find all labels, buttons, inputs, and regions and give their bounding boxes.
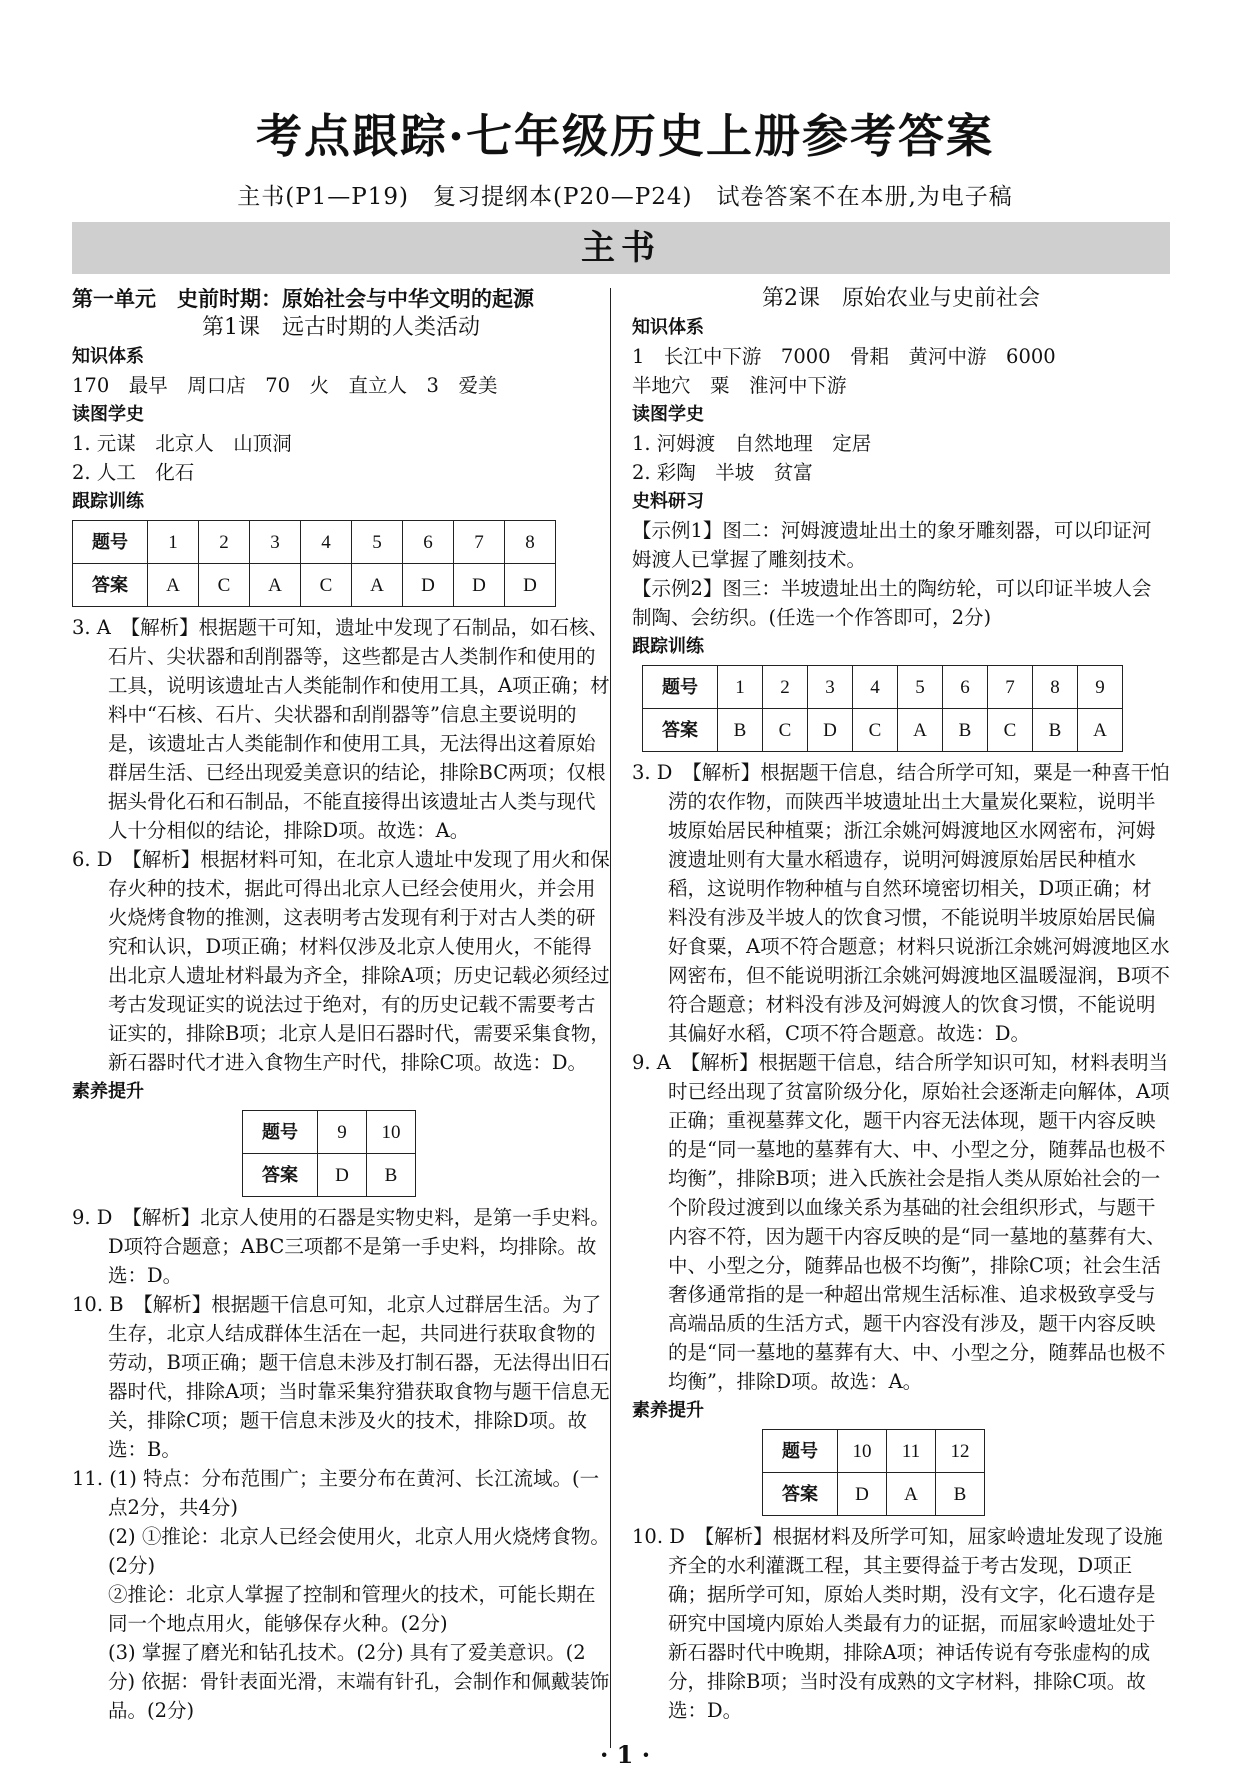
genzong-heading: 跟踪训练 — [632, 636, 704, 657]
example-answer: 【示例1】图二：河姆渡遗址出土的象牙雕刻器，可以印证河姆渡人已掌握了雕刻技术。 — [632, 519, 1152, 571]
table-cell: 7 — [454, 521, 505, 564]
answer-explanation: 9. D 【解析】北京人使用的石器是实物史料，是第一手史料。D项符合题意；ABC三项都不是第一手史料，均排除。故选：D。 — [72, 1206, 610, 1287]
table-cell: A — [1078, 709, 1123, 752]
table-cell: 7 — [988, 666, 1033, 709]
table-cell: D — [403, 564, 454, 607]
table-answer-label: 答案 — [73, 564, 148, 607]
dutu-item: 1. 河姆渡 自然地理 定居 — [632, 432, 872, 455]
left-column — [72, 284, 610, 1725]
page-subtitle: 主书(P1—P19) 复习提纲本(P20—P24) 试卷答案不在本册,为电子稿 — [237, 184, 1013, 210]
table-answer-label: 答案 — [243, 1154, 318, 1197]
table-cell: 6 — [943, 666, 988, 709]
table-cell: 3 — [808, 666, 853, 709]
table-cell: B — [367, 1154, 416, 1197]
table-cell: 8 — [505, 521, 556, 564]
shiliao-heading: 史料研习 — [632, 491, 704, 512]
table-cell: A — [148, 564, 199, 607]
zhishi-text: 半地穴 粟 淮河中下游 — [632, 374, 847, 397]
table-header-label: 题号 — [763, 1430, 838, 1473]
answer-explanation: (3) 掌握了磨光和钻孔技术。(2分) 具有了爱美意识。(2分) 依据：骨针表面光滑，末端有针孔，会制作和佩戴装饰品。(2分) — [108, 1641, 610, 1722]
answer-table — [642, 665, 1123, 752]
dutu-heading: 读图学史 — [632, 404, 704, 425]
table-cell: 9 — [1078, 666, 1123, 709]
column-divider — [610, 288, 611, 1748]
table-cell: C — [763, 709, 808, 752]
table-cell: A — [250, 564, 301, 607]
table-cell: 11 — [887, 1430, 936, 1473]
table-cell: A — [352, 564, 403, 607]
table-cell: B — [718, 709, 763, 752]
genzong-heading: 跟踪训练 — [72, 491, 144, 512]
table-cell: D — [808, 709, 853, 752]
table-cell: 2 — [199, 521, 250, 564]
answer-table — [762, 1429, 985, 1516]
table-cell: 8 — [1033, 666, 1078, 709]
table-cell: D — [318, 1154, 367, 1197]
table-header-label: 题号 — [73, 521, 148, 564]
table-cell: B — [943, 709, 988, 752]
table-cell: B — [936, 1473, 985, 1516]
zhishi-text: 170 最早 周口店 70 火 直立人 3 爱美 — [72, 374, 498, 397]
answer-explanation: (2) ①推论：北京人已经会使用火，北京人用火烧烤食物。(2分) — [108, 1525, 610, 1577]
table-answer-label: 答案 — [763, 1473, 838, 1516]
table-cell: D — [454, 564, 505, 607]
table-cell: D — [838, 1473, 887, 1516]
dutu-item: 2. 人工 化石 — [72, 461, 195, 484]
zhishi-heading: 知识体系 — [72, 346, 144, 367]
answer-explanation: 10. B 【解析】根据题干信息可知，北京人过群居生活。为了生存，北京人结成群体生活在一起，共同进行获取食物的劳动，B项正确；题干信息未涉及打制石器，无法得出旧石器时代，排除A项；当时靠采集狩猎获取食物与题干信息无关，排除C项；题干信息未涉及火的技术，排除D项。故选：B。 — [72, 1293, 610, 1461]
table-cell: 3 — [250, 521, 301, 564]
answer-explanation: 11. (1) 特点：分布范围广；主要分布在黄河、长江流域。(一点2分，共4分) — [72, 1467, 600, 1519]
table-cell: 1 — [718, 666, 763, 709]
table-cell: C — [988, 709, 1033, 752]
dutu-item: 2. 彩陶 半坡 贫富 — [632, 461, 813, 484]
table-cell: 4 — [853, 666, 898, 709]
answer-table — [72, 520, 556, 607]
lesson-1-title: 第1课 远古时期的人类活动 — [202, 315, 480, 340]
answer-explanation: 3. D 【解析】根据题干信息，结合所学可知，粟是一种喜干怕涝的农作物，而陕西半坡遗址出土大量炭化粟粒，说明半坡原始居民种植粟；浙江余姚河姆渡地区水网密布，河姆渡遗址则有大量水稻遗存，说明河姆渡原始居民种植水稻，这说明作物种植与自然环境密切相关，D项正确；材料没有涉及半坡人的饮食习惯，不能说明半坡原始居民偏好食粟，A项不符合题意；材料只说浙江余姚河姆渡地区水网密布，但不能说明浙江余姚河姆渡地区温暖湿润，B项不符合题意；材料没有涉及河姆渡人的饮食习惯，不能说明其偏好水稻，C项不符合题意。故选：D。 — [632, 761, 1170, 1045]
page-title: 考点跟踪·七年级历史上册参考答案 — [255, 109, 994, 163]
table-cell: 9 — [318, 1111, 367, 1154]
table-header-label: 题号 — [643, 666, 718, 709]
table-cell: 6 — [403, 521, 454, 564]
table-cell: 4 — [301, 521, 352, 564]
table-cell: C — [301, 564, 352, 607]
table-cell: A — [887, 1473, 936, 1516]
table-cell: 10 — [838, 1430, 887, 1473]
unit-title: 第一单元 史前时期：原始社会与中华文明的起源 — [72, 286, 534, 311]
table-cell: D — [505, 564, 556, 607]
table-cell: C — [199, 564, 250, 607]
dutu-heading: 读图学史 — [72, 404, 144, 425]
section-banner: 主书 — [72, 222, 1170, 274]
table-cell: 5 — [352, 521, 403, 564]
lesson-2-title: 第2课 原始农业与史前社会 — [762, 286, 1040, 311]
example-answer: 【示例2】图三：半坡遗址出土的陶纺轮，可以印证半坡人会制陶、会纺织。(任选一个作答即可，2分) — [632, 577, 1152, 629]
suyang-heading: 素养提升 — [632, 1400, 704, 1421]
answer-explanation: 9. A 【解析】根据题干信息，结合所学知识可知，材料表明当时已经出现了贫富阶级分化，原始社会逐渐走向解体，A项正确；重视墓葬文化，题干内容无法体现，题干内容反映的是“同一墓地的墓葬有大、中、小型之分，随葬品也极不均衡”，排除B项；进入氏族社会是指人类从原始社会的一个阶段过渡到以血缘关系为基础的社会组织形式，与题干内容不符，因为题干内容反映的是“同一墓地的墓葬有大、中、小型之分，随葬品也极不均衡”，排除C项；社会生活奢侈通常指的是一种超出常规生活标准、追求极致享受与高端品质的生活方式，题干内容没有涉及，题干内容反映的是“同一墓地的墓葬有大、中、小型之分，随葬品也极不均衡”，排除D项。故选：A。 — [632, 1051, 1170, 1393]
suyang-heading: 素养提升 — [72, 1081, 144, 1102]
table-cell: 5 — [898, 666, 943, 709]
table-cell: 1 — [148, 521, 199, 564]
right-column — [632, 284, 1170, 1725]
answer-explanation: 6. D 【解析】根据材料可知，在北京人遗址中发现了用火和保存火种的技术，据此可得出北京人已经会使用火，并会用火烧烤食物的推测，这表明考古发现有利于对古人类的研究和认识，D项正确；材料仅涉及北京人使用火，不能得出北京人遗址材料最为齐全，排除A项；历史记载必须经过考古发现证实的说法过于绝对，有的历史记载不需要考古证实的，排除B项；北京人是旧石器时代，需要采集食物，新石器时代才进入食物生产时代，排除C项。故选：D。 — [72, 848, 610, 1074]
answer-explanation: 10. D 【解析】根据材料及所学可知，屈家岭遗址发现了设施齐全的水利灌溉工程，其主要得益于考古发现，D项正确；据所学可知，原始人类时期，没有文字，化石遗存是研究中国境内原始人类最有力的证据，而屈家岭遗址处于新石器时代中晚期，排除A项；神话传说有夸张虚构的成分，排除B项；当时没有成熟的文字材料，排除C项。故选：D。 — [632, 1525, 1163, 1722]
dutu-item: 1. 元谋 北京人 山顶洞 — [72, 432, 292, 455]
table-header-label: 题号 — [243, 1111, 318, 1154]
table-cell: B — [1033, 709, 1078, 752]
table-cell: 12 — [936, 1430, 985, 1473]
table-cell: C — [853, 709, 898, 752]
answer-explanation: 3. A 【解析】根据题干可知，遗址中发现了石制品，如石核、石片、尖状器和刮削器等，这些都是古人类制作和使用的工具，说明该遗址古人类能制作和使用工具，A项正确；材料中“石核、石片、尖状器和刮削器等”信息主要说明的是，该遗址古人类能制作和使用工具，无法得出这着原始群居生活、已经出现爱美意识的结论，排除BC两项；仅根据头骨化石和石制品，不能直接得出该遗址古人类与现代人十分相似的结论，排除D项。故选：A。 — [72, 616, 610, 842]
table-cell: A — [898, 709, 943, 752]
answer-table — [242, 1110, 416, 1197]
table-answer-label: 答案 — [643, 709, 718, 752]
zhishi-heading: 知识体系 — [632, 317, 704, 338]
table-cell: 10 — [367, 1111, 416, 1154]
table-cell: 2 — [763, 666, 808, 709]
zhishi-text: 1 长江中下游 7000 骨耜 黄河中游 6000 — [632, 345, 1056, 368]
page-number: · 1 · — [599, 1740, 651, 1769]
answer-explanation: ②推论：北京人掌握了控制和管理火的技术，可能长期在同一个地点用火，能够保存火种。(2分) — [108, 1583, 596, 1635]
